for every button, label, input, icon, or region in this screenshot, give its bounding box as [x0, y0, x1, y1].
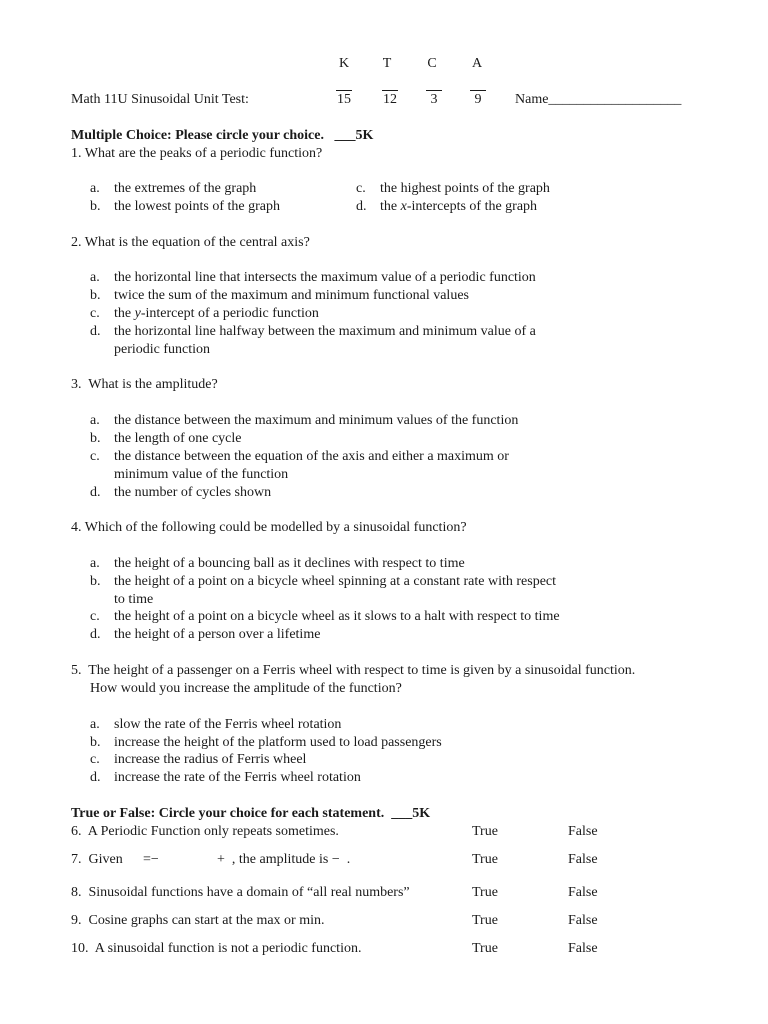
q3-option-c-text-line2[interactable]: minimum value of the function — [114, 467, 289, 482]
q5-option-d-letter[interactable]: d. — [90, 770, 101, 785]
statement-10: 10. A sinusoidal function is not a periodic function. — [71, 941, 362, 956]
tf-heading: True or False: Circle your choice for each statement. ___5K — [71, 806, 431, 821]
statement-6-false[interactable]: False — [568, 824, 598, 839]
q3-option-a-text[interactable]: the distance between the maximum and minimum values of the function — [114, 413, 519, 428]
q1-option-b-text[interactable]: the lowest points of the graph — [114, 199, 281, 214]
q5-option-b-text[interactable]: increase the height of the platform used to load passengers — [114, 735, 442, 750]
statement-10-true[interactable]: True — [472, 941, 498, 956]
question-2-stem: 2. What is the equation of the central axis? — [71, 235, 310, 250]
q5-option-d-text[interactable]: increase the rate of the Ferris wheel rotation — [114, 770, 361, 785]
name-field[interactable]: Name___________________ — [515, 92, 682, 107]
test-title: Math 11U Sinusoidal Unit Test: — [71, 92, 249, 107]
q2-option-c-letter[interactable]: c. — [90, 306, 100, 321]
q5-option-c-text[interactable]: increase the radius of Ferris wheel — [114, 752, 307, 767]
q5-option-c-letter[interactable]: c. — [90, 752, 100, 767]
q4-option-a-text[interactable]: the height of a bouncing ball as it declines with respect to time — [114, 556, 465, 571]
statement-9: 9. Cosine graphs can start at the max or min. — [71, 913, 325, 928]
q4-option-c-text[interactable]: the height of a point on a bicycle wheel as it slows to a halt with respect to time — [114, 609, 560, 624]
q3-option-d-letter[interactable]: d. — [90, 485, 101, 500]
category-k-letter: K — [338, 56, 350, 71]
statement-6-true[interactable]: True — [472, 824, 498, 839]
statement-6: 6. A Periodic Function only repeats sometimes. — [71, 824, 339, 839]
category-c-letter: C — [427, 56, 437, 71]
q4-option-b-text-line2[interactable]: to time — [114, 592, 154, 607]
q4-option-a-letter[interactable]: a. — [90, 556, 100, 571]
statement-9-false[interactable]: False — [568, 913, 598, 928]
question-5-stem-line1: 5. The height of a passenger on a Ferris wheel with respect to time is given by a sinusoidal function. — [71, 663, 636, 678]
q2-option-d-text-line2[interactable]: periodic function — [114, 342, 211, 357]
q2-option-b-letter[interactable]: b. — [90, 288, 101, 303]
q2-option-a-text[interactable]: the horizontal line that intersects the maximum value of a periodic function — [114, 270, 536, 285]
q3-option-d-text[interactable]: the number of cycles shown — [114, 485, 272, 500]
question-3-stem: 3. What is the amplitude? — [71, 377, 218, 392]
statement-7-part2: =− — [143, 852, 159, 867]
question-5-stem-line2: How would you increase the amplitude of the function? — [90, 681, 402, 696]
q1-option-b-letter[interactable]: b. — [90, 199, 101, 214]
statement-7-part3: + , the amplitude is − . — [217, 852, 351, 867]
q5-option-b-letter[interactable]: b. — [90, 735, 101, 750]
statement-7-true[interactable]: True — [472, 852, 498, 867]
q5-option-a-letter[interactable]: a. — [90, 717, 100, 732]
statement-8: 8. Sinusoidal functions have a domain of “all real numbers” — [71, 885, 410, 900]
q4-option-d-text[interactable]: the height of a person over a lifetime — [114, 627, 321, 642]
question-1-stem: 1. What are the peaks of a periodic function? — [71, 146, 323, 161]
mc-heading: Multiple Choice: Please circle your choice. ___5K — [71, 128, 374, 143]
category-c-total: 3 — [422, 90, 446, 108]
statement-9-true[interactable]: True — [472, 913, 498, 928]
q2-option-a-letter[interactable]: a. — [90, 270, 100, 285]
q2-option-c-text[interactable]: the y-intercept of a periodic function — [114, 306, 319, 321]
q1-option-d-letter[interactable]: d. — [356, 199, 367, 214]
q2-option-d-letter[interactable]: d. — [90, 324, 101, 339]
q5-option-a-text[interactable]: slow the rate of the Ferris wheel rotation — [114, 717, 342, 732]
statement-8-false[interactable]: False — [568, 885, 598, 900]
q2-option-b-text[interactable]: twice the sum of the maximum and minimum functional values — [114, 288, 469, 303]
q2-option-d-text-line1[interactable]: the horizontal line halfway between the maximum and minimum value of a — [114, 324, 536, 339]
category-k-total: 15 — [337, 92, 351, 107]
statement-7-false[interactable]: False — [568, 852, 598, 867]
statement-7-part1: 7. Given — [71, 852, 123, 867]
q1-option-c-text[interactable]: the highest points of the graph — [380, 181, 550, 196]
q4-option-c-letter[interactable]: c. — [90, 609, 100, 624]
question-4-stem: 4. Which of the following could be modelled by a sinusoidal function? — [71, 520, 467, 535]
category-a-letter: A — [471, 56, 483, 71]
category-t-total: 12 — [383, 92, 397, 107]
category-t-letter: T — [382, 56, 392, 71]
q3-option-c-letter[interactable]: c. — [90, 449, 100, 464]
q3-option-c-text-line1[interactable]: the distance between the equation of the axis and either a maximum or — [114, 449, 509, 464]
q4-option-d-letter[interactable]: d. — [90, 627, 101, 642]
q4-option-b-text-line1[interactable]: the height of a point on a bicycle wheel spinning at a constant rate with respect — [114, 574, 557, 589]
q3-option-a-letter[interactable]: a. — [90, 413, 100, 428]
statement-8-true[interactable]: True — [472, 885, 498, 900]
q3-option-b-letter[interactable]: b. — [90, 431, 101, 446]
q3-option-b-text[interactable]: the length of one cycle — [114, 431, 242, 446]
q4-option-b-letter[interactable]: b. — [90, 574, 101, 589]
q1-option-a-letter[interactable]: a. — [90, 181, 100, 196]
q1-option-a-text[interactable]: the extremes of the graph — [114, 181, 257, 196]
category-a-total: 9 — [466, 90, 490, 108]
statement-10-false[interactable]: False — [568, 941, 598, 956]
q1-option-d-text[interactable]: the x-intercepts of the graph — [380, 199, 538, 214]
q1-option-c-letter[interactable]: c. — [356, 181, 366, 196]
